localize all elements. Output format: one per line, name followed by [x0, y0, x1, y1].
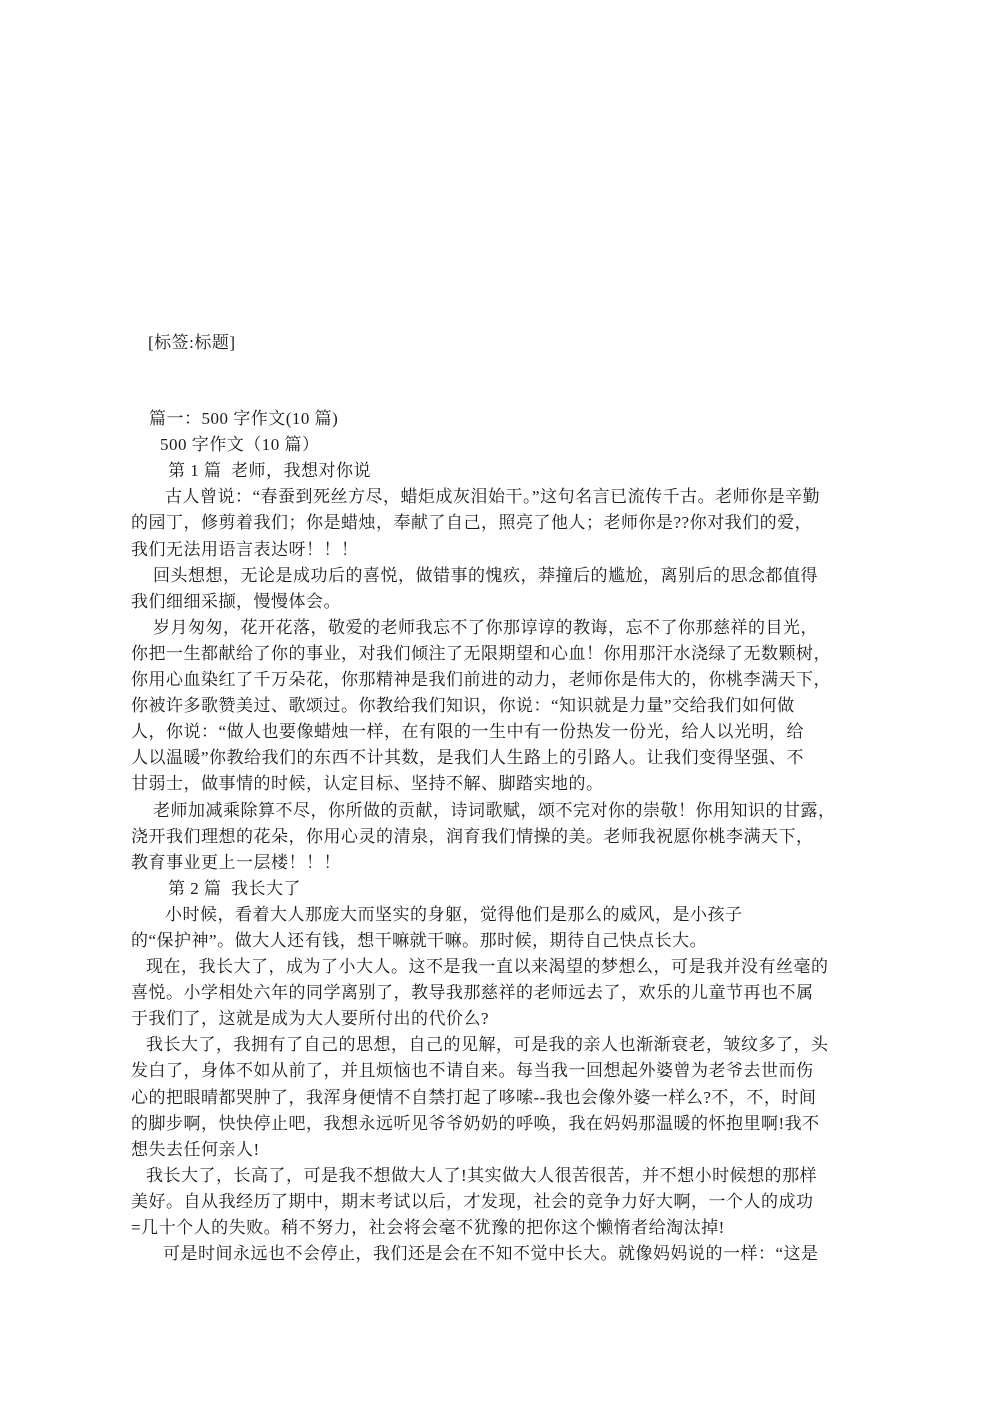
text-line: 我们无法用语言表达呀！！！: [131, 539, 359, 559]
placeholder-tag-line: [标签:标题]: [148, 333, 236, 352]
text-line: 想失去任何亲人!: [131, 1139, 260, 1159]
text-line: 人以温暖”你教给我们的东西不计其数，是我们人生路上的引路人。让我们变得坚强、不: [131, 748, 805, 768]
text-line: 可是时间永远也不会停止，我们还是会在不知不觉中长大。就像妈妈说的一样：“这是: [163, 1244, 819, 1264]
text-line: 我们细细采撷，慢慢体会。: [131, 591, 341, 611]
text-line: 你被许多歌赞美过、歌颂过。你教给我们知识，你说：“知识就是力量”交给我们如何做: [131, 696, 795, 716]
text-line: 我长大了，我拥有了自己的思想，自己的见解，可是我的亲人也渐渐衰老，皱纹多了，头: [146, 1035, 829, 1055]
text-line: 岁月匆匆，花开花落，敬爱的老师我忘不了你那谆谆的教诲，忘不了你那慈祥的目光，: [153, 617, 818, 637]
text-line: 的脚步啊，快快停止吧，我想永远听见爷爷奶奶的呼唤，我在妈妈那温暖的怀抱里啊!我不: [131, 1113, 820, 1133]
text-line: 你用心血染红了千万朵花，你那精神是我们前进的动力，老师你是伟大的，你桃李满天下，: [131, 670, 831, 690]
section-heading: 篇一：500 字作文(10 篇): [149, 409, 339, 429]
essay-1-title: 第 1 篇 老师，我想对你说: [168, 461, 371, 481]
text-line: 你把一生都献给了你的事业，对我们倾注了无限期望和心血！你用那汗水浇绿了无数颗树，: [131, 643, 831, 663]
text-line: 的“保护神”。做大人还有钱，想干嘛就干嘛。那时候，期待自己快点长大。: [131, 930, 708, 950]
text-line: 心的把眼晴都哭肿了，我浑身便情不自禁打起了哆嗦--我也会像外婆一样么?不，不，时间: [131, 1087, 817, 1107]
text-line: 浇开我们理想的花朵，你用心灵的清泉，润育我们情操的美。老师我祝愿你桃李满天下，: [131, 826, 814, 846]
text-line: 教育事业更上一层楼！！！: [131, 852, 341, 872]
text-line: 喜悦。小学相处六年的同学离别了，教导我那慈祥的老师远去了，欢乐的儿童节再也不属: [131, 983, 814, 1003]
text-line: 老师加减乘除算不尽，你所做的贡献，诗词歌赋，颂不完对你的崇敬！你用知识的甘露，: [153, 800, 836, 820]
text-line: 人，你说：“做人也要像蜡烛一样，在有限的一生中有一份热发一份光，给人以光明，给: [131, 722, 805, 742]
text-line: 我长大了，长高了，可是我不想做大人了!其实做大人很苦很苦，并不想小时候想的那样: [146, 1165, 818, 1185]
text-line: 现在，我长大了，成为了小大人。这不是我一直以来渴望的梦想么，可是我并没有丝毫的: [146, 957, 829, 977]
text-line: 甘弱士，做事情的时候，认定目标、坚持不解、脚踏实地的。: [131, 774, 604, 794]
text-line: 小时候，看着大人那庞大而坚实的身躯，觉得他们是那么的威风，是小孩子: [165, 904, 743, 924]
text-line: 发白了，身体不如从前了，并且烦恼也不请自来。每当我一回想起外婆曾为老爷去世而伤: [131, 1061, 814, 1081]
essay-2-title: 第 2 篇 我长大了: [168, 878, 301, 898]
text-line: 于我们了，这就是成为大人要所付出的代价么?: [131, 1009, 490, 1029]
text-line: 回头想想，无论是成功后的喜悦，做错事的愧疚，莽撞后的尴尬，离别后的思念都值得: [153, 565, 818, 585]
text-line: =几十个人的失败。稍不努力，社会将会毫不犹豫的把你这个懒惰者给淘汰掉!: [131, 1218, 725, 1237]
collection-subtitle: 500 字作文（10 篇）: [160, 435, 320, 455]
text-line: 美好。自从我经历了期中，期末考试以后，才发现，社会的竞争力好大啊，一个人的成功: [131, 1191, 814, 1211]
text-line: 的园丁，修剪着我们；你是蜡烛，奉献了自己，照亮了他人；老师你是??你对我们的爱，: [131, 513, 813, 533]
document-text-column: [131, 330, 871, 1267]
text-line: 古人曾说：“春蚕到死丝方尽，蜡炬成灰泪始干。”这句名言已流传千古。老师你是辛勤: [165, 487, 821, 507]
